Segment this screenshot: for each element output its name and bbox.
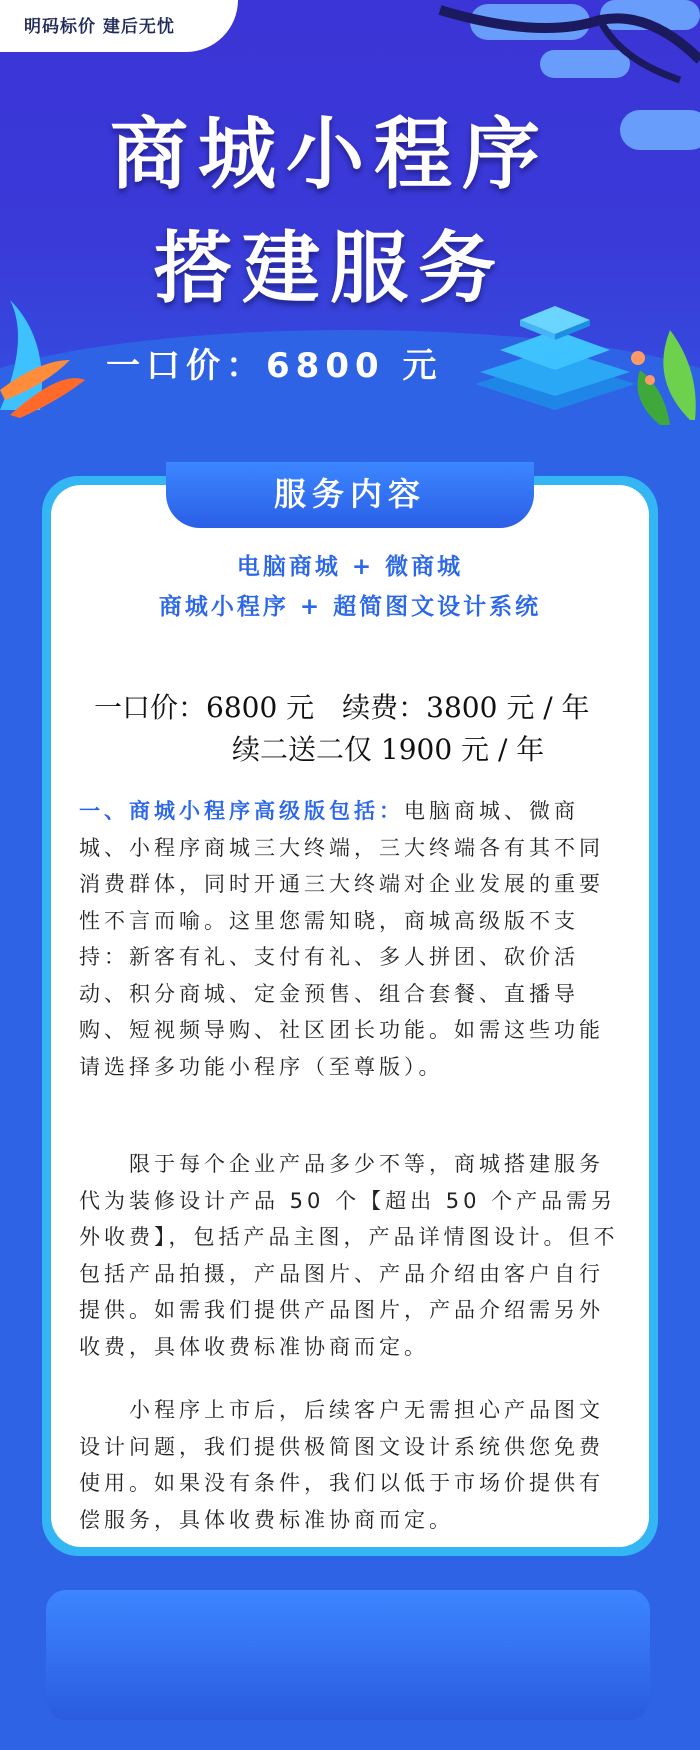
page-title-line1: 商城小程序 xyxy=(109,110,550,200)
layered-stack-icon xyxy=(470,300,640,420)
section-title: 服务内容 xyxy=(273,475,426,513)
section-tab xyxy=(166,462,534,528)
paragraph-3-text: 小程序上市后，后续客户无需担心产品图文设计问题，我们提供极简图文设计系统供您免费使用。如果没有条件，我们以低于市场价提供有偿服务，具体收费标准协商而定。 xyxy=(79,1398,604,1532)
paragraph-1-text: 电脑商城、微商城、小程序商城三大终端，三大终端各有其不同消费群体，同时开通三大终端对企业发展的重要性不言而喻。这里您需知晓，商城高级版不支持：新客有礼、支付有礼、多人拼团、砍价活动、积分商城、定金预售、组合套餐、直播导购、短视频导购、社区团长功能。如需这些功能请选择多功能小程序（至尊版）。 xyxy=(79,799,604,1079)
header-tag-text: 明码标价 建后无忧 xyxy=(24,17,175,37)
paragraph-1-heading: 一、商城小程序高级版包括： xyxy=(79,799,404,823)
paragraph-3 xyxy=(79,1392,627,1538)
bottom-banner-box xyxy=(46,1590,650,1720)
leaf-left-decoration xyxy=(0,300,90,420)
price-line-2: 续二送二仅 1900 元 / 年 xyxy=(232,733,545,766)
leaf-right-decoration xyxy=(620,320,700,430)
paragraph-2-text: 限于每个企业产品多少不等，商城搭建服务代为装修设计产品 50 个【超出 50 个产品需另外收费】，包括产品主图，产品详情图设计。但不包括产品拍摄，产品图片、产品介绍由客户自行提供。如需我们提供产品图片，产品介绍需另外收费，具体收费标准协商而定。 xyxy=(79,1152,619,1359)
header-price: 一口价：6800 元 xyxy=(106,346,443,386)
header-tag xyxy=(0,0,238,52)
price-line-1: 一口价：6800 元 续费：3800 元 / 年 xyxy=(94,691,590,724)
section-subtitle-line1: 电脑商城 + 微商城 xyxy=(236,554,464,580)
section-subtitle-line2: 商城小程序 + 超简图文设计系统 xyxy=(158,594,542,620)
paragraph-2 xyxy=(79,1146,627,1365)
paragraph-1 xyxy=(79,793,627,1085)
page-title-line2: 搭建服务 xyxy=(153,224,506,314)
